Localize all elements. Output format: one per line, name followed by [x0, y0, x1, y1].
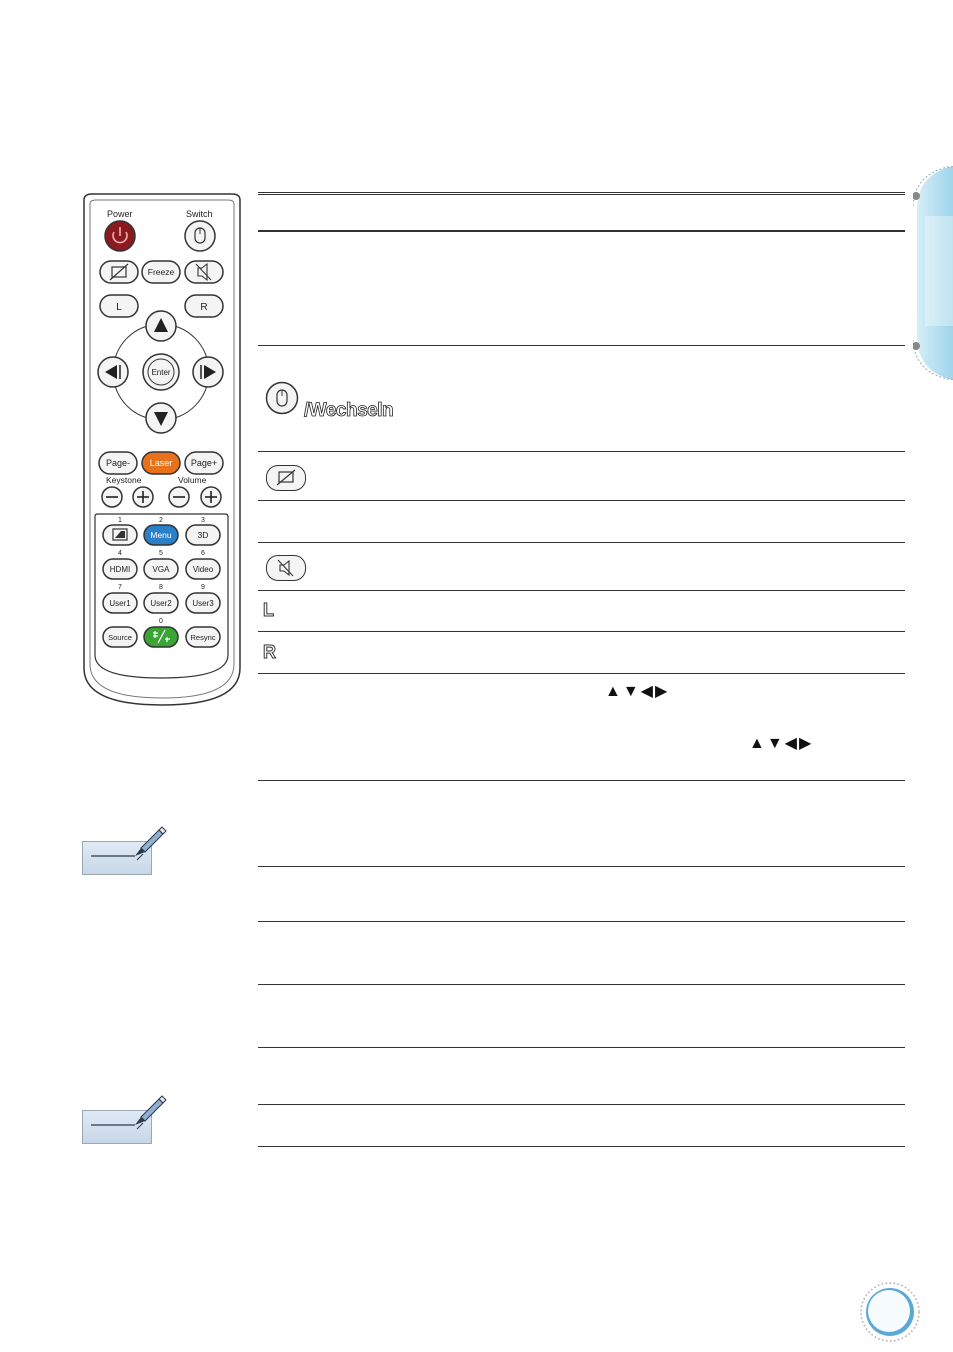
- l-row-letter: L: [263, 600, 274, 620]
- right-button[interactable]: [193, 357, 223, 387]
- volume-plus-button[interactable]: [201, 487, 221, 507]
- digit-8: 8: [159, 584, 163, 591]
- speaker-mute-icon: [275, 559, 297, 577]
- user3-button[interactable]: [186, 593, 220, 613]
- user2-label: User2: [150, 599, 172, 608]
- av-mute-button[interactable]: [100, 261, 138, 283]
- digit-2: 2: [159, 517, 163, 524]
- digit-3: 3: [201, 517, 205, 524]
- page-minus-label: Page-: [105, 458, 131, 468]
- table-rule: [258, 451, 905, 452]
- video-button[interactable]: [186, 559, 220, 579]
- digit-9: 9: [201, 584, 205, 591]
- table-rule: [258, 345, 905, 346]
- table-rule: [258, 673, 905, 674]
- hdmi-button[interactable]: [103, 559, 137, 579]
- aspect-button[interactable]: [103, 525, 137, 545]
- enter-button[interactable]: [143, 354, 179, 390]
- up-button[interactable]: [146, 311, 176, 341]
- laser-label: Laser: [149, 458, 173, 468]
- down-button[interactable]: [146, 403, 176, 433]
- power-button[interactable]: [105, 221, 135, 251]
- table-rule: [258, 590, 905, 591]
- vga-label: VGA: [152, 565, 170, 574]
- table-rule: [258, 1047, 905, 1048]
- table-rule: [258, 500, 905, 501]
- chapter-side-tab: [913, 166, 953, 380]
- page-up-button[interactable]: [185, 452, 223, 474]
- digit-4: 4: [118, 550, 122, 557]
- table-rule: [258, 1104, 905, 1105]
- menu-label: Menu: [150, 530, 172, 540]
- l-label: L: [116, 302, 122, 313]
- table-rule: [258, 780, 905, 781]
- table-bottom-rule: [258, 1146, 905, 1147]
- switch-label: Switch: [186, 209, 213, 219]
- av-mute-row-icon: [266, 465, 306, 491]
- hash-button[interactable]: [144, 627, 178, 647]
- note-box: [82, 841, 152, 875]
- user1-button[interactable]: [103, 593, 137, 613]
- switch-row-icon: [265, 381, 299, 415]
- arrow-keys-glyphs: ▲▼◀▶: [605, 683, 670, 700]
- user3-label: User3: [192, 599, 214, 608]
- laser-button[interactable]: [142, 452, 180, 474]
- page-plus-label: Page+: [190, 458, 218, 468]
- digit-7: 7: [118, 584, 122, 591]
- switch-button[interactable]: [185, 221, 215, 251]
- digit-1: 1: [118, 517, 122, 524]
- page-number-badge: [858, 1280, 922, 1344]
- freeze-label: Freeze: [147, 267, 175, 277]
- arrow-keys-glyphs: ▲▼◀▶: [749, 735, 814, 752]
- table-rule: [258, 866, 905, 867]
- power-label: Power: [107, 209, 133, 219]
- keystone-minus-button[interactable]: [102, 487, 122, 507]
- source-button[interactable]: [103, 627, 137, 647]
- table-rule: [258, 230, 905, 232]
- volume-label: Volume: [178, 475, 207, 485]
- vga-button[interactable]: [144, 559, 178, 579]
- note-box: [82, 1110, 152, 1144]
- table-rule: [258, 542, 905, 543]
- 3d-label: 3D: [197, 530, 209, 540]
- enter-label: Enter: [151, 368, 171, 377]
- video-label: Video: [192, 565, 214, 574]
- hdmi-label: HDMI: [109, 565, 131, 574]
- volume-minus-button[interactable]: [169, 487, 189, 507]
- digit-6: 6: [201, 550, 205, 557]
- mute-row-icon: [266, 555, 306, 581]
- resync-button[interactable]: [186, 627, 220, 647]
- freeze-button[interactable]: [142, 261, 180, 283]
- user2-button[interactable]: [144, 593, 178, 613]
- source-label: Source: [108, 633, 132, 642]
- r-row-letter: R: [263, 642, 276, 662]
- user1-label: User1: [109, 599, 131, 608]
- pencil-note-icon: [83, 828, 183, 888]
- mouse-right-button[interactable]: [185, 295, 223, 317]
- mouse-left-button[interactable]: [100, 295, 138, 317]
- page-down-button[interactable]: [99, 452, 137, 474]
- keystone-label: Keystone: [106, 475, 142, 485]
- table-rule: [258, 631, 905, 632]
- switch-row-text: /Wechseln: [304, 400, 394, 421]
- left-button[interactable]: [98, 357, 128, 387]
- table-rule: [258, 921, 905, 922]
- table-rule: [258, 984, 905, 985]
- keystone-plus-button[interactable]: [133, 487, 153, 507]
- menu-button[interactable]: [144, 525, 178, 545]
- table-top-rule: [258, 192, 905, 195]
- screen-blank-icon: [275, 469, 297, 487]
- digit-0: 0: [159, 618, 163, 625]
- 3d-button[interactable]: [186, 525, 220, 545]
- pencil-note-icon: [83, 1097, 183, 1157]
- digit-5: 5: [159, 550, 163, 557]
- r-label: R: [200, 302, 208, 313]
- mute-button[interactable]: [185, 261, 223, 283]
- resync-label: Resync: [190, 633, 216, 642]
